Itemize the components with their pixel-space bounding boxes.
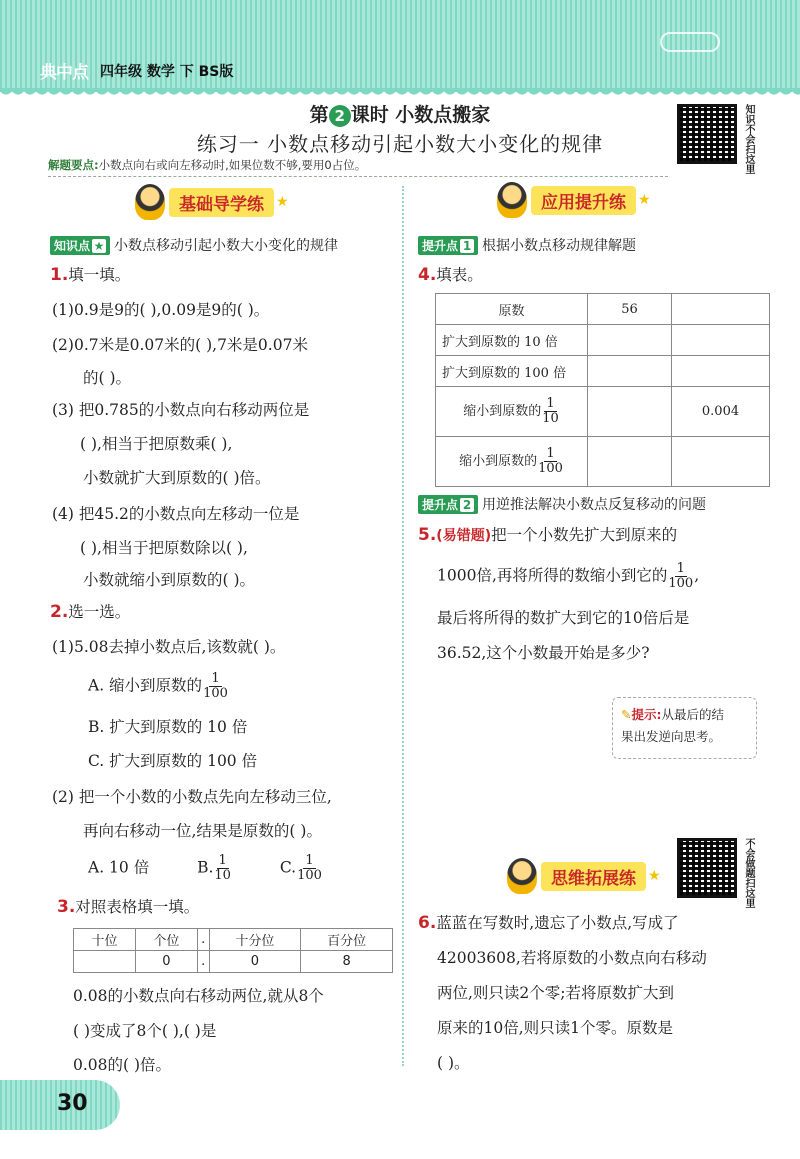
question-5-line: 最后将所得的数扩大到它的10倍后是 (437, 609, 690, 627)
question-4-title: 4.填表。 (418, 265, 483, 285)
q3-line: 0.08的小数点向右移动两位,就从8个 (73, 987, 324, 1005)
question-5-line: 36.52,这个小数最开始是多少? (437, 644, 650, 662)
header-scallop (0, 88, 800, 96)
question-6-line: 原来的10倍,则只读1个零。原数是 (437, 1019, 674, 1037)
q1-line: 小数就缩小到原数的( )。 (83, 571, 256, 589)
table-row: 0 . 0 8 (74, 951, 393, 973)
q2-option-b: B. 扩大到原数的 10 倍 (88, 718, 248, 736)
question-6-line: 42003608,若将原数的小数点向右移动 (437, 949, 707, 967)
question-5-line: 5.(易错题)把一个小数先扩大到原来的 (418, 525, 678, 545)
page-number: 30 (57, 1091, 88, 1116)
q2-line: (1)5.08去掉小数点后,该数就( )。 (52, 638, 286, 656)
lightbulb-icon: ✎ (621, 707, 632, 722)
exercise-subtitle: 练习一 小数点移动引起小数大小变化的规律 (196, 132, 604, 156)
cloud-decoration (660, 32, 720, 52)
fraction: $\frac{1}{100}$ (538, 446, 563, 476)
question-5-line: 1000倍,再将所得的数缩小到它的 $\frac{1}{100}$ , (437, 561, 700, 591)
question-6-line: 两位,则只读2个零;若将原数扩大到 (437, 984, 675, 1002)
q1-line: (2)0.7米是0.07米的( ),7米是0.07米 (52, 336, 308, 354)
q1-line: ( ),相当于把原数除以( ), (80, 539, 248, 557)
section-banner-basic: 基础导学练 ★ (135, 188, 289, 216)
mascot-icon (135, 184, 165, 220)
star-icon: ★ (276, 194, 289, 210)
qr-code-bottom[interactable] (677, 838, 737, 898)
q2-line: 再向右移动一位,结果是原数的( )。 (83, 822, 322, 840)
table-row: 扩大到原数的 100 倍 (436, 356, 770, 387)
star-icon: ★ (648, 868, 661, 884)
qr-caption-top: 知识不会扫这里 (743, 104, 754, 174)
book-label: 四年级 数学 下 BS版 (100, 64, 234, 80)
q1-line: 的( )。 (83, 369, 132, 387)
q1-line: (1)0.9是9的( ),0.09是9的( )。 (52, 301, 270, 319)
fraction: $\frac{1}{100}$ (297, 853, 322, 883)
question-1-title: 1.填一填。 (50, 265, 131, 285)
brand-logo: 典中点 (40, 63, 88, 83)
question-3-title: 3.对照表格填一填。 (57, 897, 200, 917)
lesson-title: 第 2 课时 小数点搬家 (309, 104, 491, 126)
fill-in-table (435, 293, 770, 487)
fraction: $\frac{1}{10}$ (542, 396, 559, 426)
column-divider (402, 186, 404, 1066)
q1-line: 小数就扩大到原数的( )倍。 (83, 469, 271, 487)
star-icon: ★ (93, 239, 105, 253)
section-banner-extend: 思维拓展练 ★ (507, 862, 661, 890)
mascot-icon (497, 182, 527, 218)
q2-line: (2) 把一个小数的小数点先向左移动三位, (52, 788, 332, 806)
solving-tip: 解题要点:小数点向右或向左移动时,如果位数不够,要用0占位。 (48, 157, 668, 177)
question-2-title: 2.选一选。 (50, 602, 131, 622)
q2-choices: A. 10 倍 B. $\frac{1}{10}$ C. $\frac{1}{100}$ (88, 853, 322, 883)
q2-option-c: C. 扩大到原数的 100 倍 (88, 752, 258, 770)
star-icon: ★ (638, 192, 651, 208)
q1-line: (3) 把0.785的小数点向右移动两位是 (52, 401, 310, 419)
table-row: 扩大到原数的 10 倍 (436, 325, 770, 356)
fraction: $\frac{1}{10}$ (214, 853, 231, 883)
improvement-point-2: 提升点 2 用逆推法解决小数点反复移动的问题 (418, 494, 706, 514)
lesson-number: 2 (329, 105, 351, 127)
q1-line: ( ),相当于把原数乘( ), (80, 435, 233, 453)
qr-code-top[interactable] (677, 104, 737, 164)
q3-line: ( )变成了8个( ),( )是 (73, 1022, 217, 1040)
section-banner-apply: 应用提升练 ★ (497, 186, 651, 214)
q3-line: 0.08的( )倍。 (73, 1056, 172, 1074)
knowledge-point: 知识点 ★ 小数点移动引起小数大小变化的规律 (50, 235, 338, 255)
fraction: $\frac{1}{100}$ (203, 671, 228, 701)
question-6-line: 6.蓝蓝在写数时,遗忘了小数点,写成了 (418, 913, 679, 933)
table-row: 缩小到原数的 $\frac{1}{10}$ 0.004 (436, 387, 770, 437)
table-row: 原数 56 (436, 294, 770, 325)
improvement-point-1: 提升点 1 根据小数点移动规律解题 (418, 235, 636, 255)
place-value-table (73, 928, 393, 973)
mascot-icon (507, 858, 537, 894)
table-header-row: 十位 个位 . 十分位 百分位 (74, 929, 393, 951)
q1-line: (4) 把45.2的小数点向左移动一位是 (52, 505, 300, 523)
fraction: $\frac{1}{100}$ (668, 561, 694, 591)
error-prone-tag: (易错题) (436, 528, 492, 544)
qr-caption-bottom: 不会做题扫这里 (743, 838, 754, 908)
question-6-line: ( )。 (437, 1054, 470, 1072)
table-row: 缩小到原数的 $\frac{1}{100}$ (436, 437, 770, 487)
hint-box: ✎提示:从最后的结 果出发逆向思考。 (612, 697, 757, 759)
q2-option-a: A. 缩小到原数的 $\frac{1}{100}$ (88, 671, 228, 701)
